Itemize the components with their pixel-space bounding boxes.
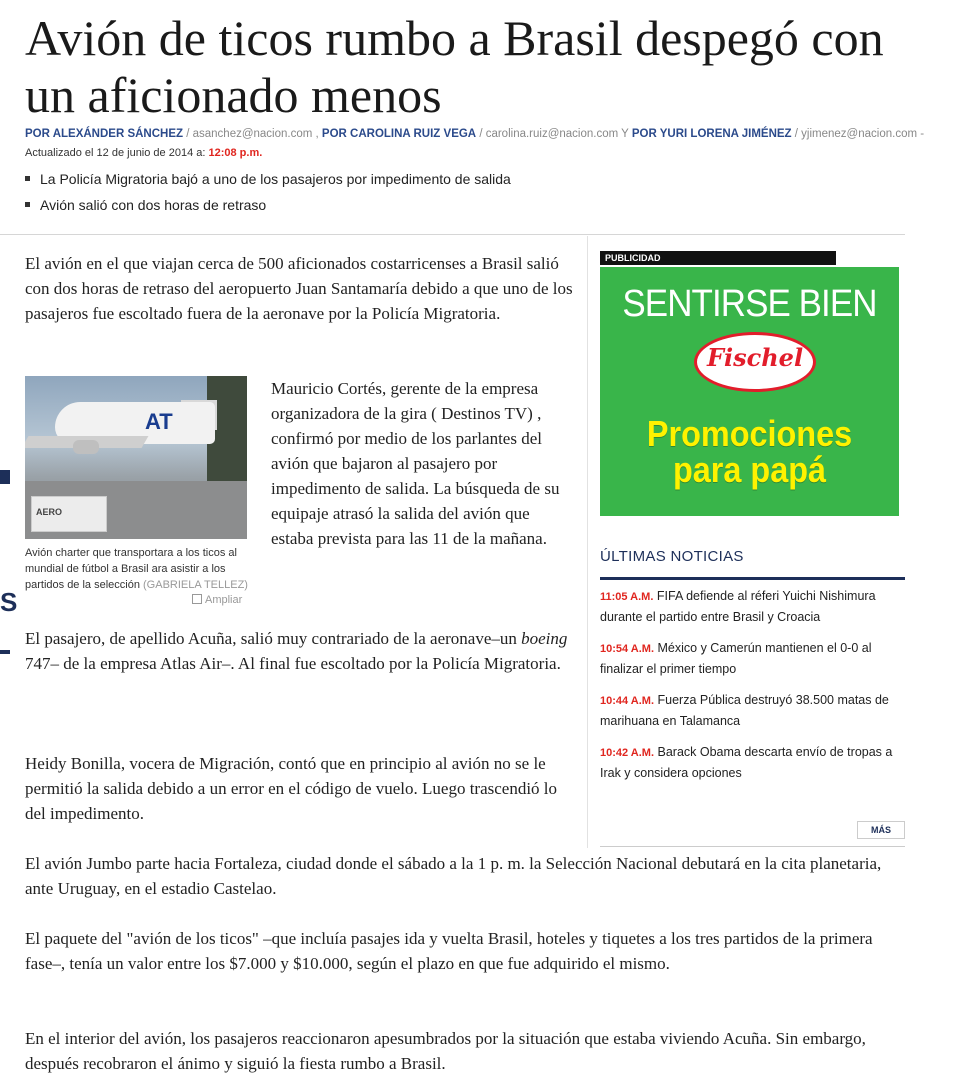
bullet-square-icon [25, 176, 30, 181]
advertisement-banner[interactable] [600, 267, 899, 516]
photo-truck [31, 496, 107, 532]
author-email[interactable]: / yjimenez@nacion.com - [791, 128, 925, 140]
article-headline: Avión de ticos rumbo a Brasil despegó con un aficionado menos [25, 10, 884, 123]
news-headline[interactable]: Barack Obama descarta envío de tropas a Irak y considera opciones [600, 745, 893, 780]
author-link[interactable]: POR ALEXÁNDER SÁNCHEZ [25, 128, 184, 140]
news-time: 10:42 A.M. [600, 747, 655, 759]
article-paragraph: En el interior del avión, los pasajeros reaccionaron apesumbrados por la situación que estaba viviendo Acuña. Sin embargo, después recobraron el ánimo y siguió la fiesta rumbo a Brasil. [25, 1029, 866, 1073]
photo-truck-text: AERO [36, 507, 63, 517]
summary-item [25, 194, 511, 220]
latest-news-bottom-rule [600, 846, 905, 847]
photo-credit: (GABRIELA TELLEZ) [143, 579, 248, 591]
news-item[interactable] [600, 742, 900, 783]
left-edge-mark [0, 470, 10, 484]
article-photo[interactable] [25, 376, 247, 539]
summary-item [25, 168, 511, 194]
ad-brand-logo: Fischel [706, 343, 804, 372]
author-link[interactable]: POR YURI LORENA JIMÉNEZ [631, 128, 792, 140]
news-time: 10:54 A.M. [600, 643, 655, 655]
news-item[interactable] [600, 586, 900, 627]
news-headline[interactable]: Fuerza Pública destruyó 38.500 matas de marihuana en Talamanca [600, 693, 889, 728]
paragraph-italic-text: boeing [521, 629, 568, 648]
updated-time: 12:08 p.m. [208, 147, 263, 159]
sidebar-divider [587, 236, 588, 848]
photo-caption [25, 545, 250, 593]
updated-label: Actualizado el 12 de junio de 2014 a: [25, 147, 209, 159]
news-headline[interactable]: México y Camerún mantienen el 0-0 al finalizar el primer tiempo [600, 641, 872, 676]
article-paragraph: El paquete del "avión de los ticos" –que incluía pasajes ida y vuelta Brasil, hoteles y tiquetes a los tres partidos de la primera fase–, tenía un valor entre los $7.000 y $10.000, según el plazo en que fue adquirido el mismo. [25, 929, 873, 973]
header-divider [0, 234, 905, 235]
summary-list [25, 168, 511, 220]
news-item[interactable] [600, 638, 900, 679]
ad-headline: SENTIRSE BIEN [622, 283, 877, 325]
more-news-button[interactable]: MÁS [857, 821, 905, 839]
news-time: 10:44 A.M. [600, 695, 655, 707]
latest-news-rule [600, 577, 905, 580]
photo-airline-logo: AT [145, 409, 173, 434]
author-email[interactable]: / asanchez@nacion.com , [183, 128, 322, 140]
ad-label: PUBLICIDAD [600, 251, 836, 265]
news-item[interactable] [600, 690, 900, 731]
author-email[interactable]: / carolina.ruiz@nacion.com Y [476, 128, 632, 140]
ad-promo-line: para papá [672, 449, 827, 490]
left-edge-mark-lower [0, 650, 10, 654]
author-link[interactable]: POR CAROLINA RUIZ VEGA [321, 128, 477, 140]
article-paragraph: El avión en el que viajan cerca de 500 aficionados costarricenses a Brasil salió con dos horas de retraso del aeropuerto Juan Santamaría debido a que uno de los pasajeros fue escoltado fuera de la aeronave por la Policía Migratoria. [25, 254, 573, 323]
latest-news-title: ÚLTIMAS NOTICIAS [600, 548, 744, 565]
paragraph-text: El pasajero, de apellido Acuña, salió muy contrariado de la aeronave–un [25, 629, 522, 648]
bullet-square-icon [25, 202, 30, 207]
ad-promo-line: Promociones [646, 413, 853, 454]
paragraph-text: 747– de la empresa Atlas Air–. Al final fue escoltado por la Policía Migratoria. [25, 654, 561, 673]
summary-text: La Policía Migratoria bajó a uno de los pasajeros por impedimento de salida [40, 171, 511, 187]
photo-engine [73, 440, 99, 454]
enlarge-label: Ampliar [205, 594, 243, 606]
news-headline[interactable]: FIFA defiende al réferi Yuichi Nishimura durante el partido entre Brasil y Croacia [600, 589, 876, 624]
updated-timestamp [25, 147, 262, 159]
byline [25, 128, 925, 140]
latest-news-list [600, 586, 900, 794]
caption-text: Avión charter que transportara a los ticos al mundial de fútbol a Brasil ara asistir a los partidos de la selección [25, 547, 237, 591]
article-paragraph: Mauricio Cortés, gerente de la empresa organizadora de la gira ( Destinos TV) , confirmó por medio de los parlantes del avión que bajaron al pasajero por impedimento de salida. La búsqueda de su equipaje atrasó la salida del avión que estaba prevista para las 11 de la mañana. [271, 379, 560, 548]
news-time: 11:05 A.M. [600, 591, 654, 603]
article-paragraph: Heidy Bonilla, vocera de Migración, contó que en principio al avión no se le permitió la salida debido a un error en el código de vuelo. Luego trascendió lo del impedimento. [25, 754, 558, 823]
enlarge-photo-link[interactable] [192, 594, 242, 606]
left-edge-letter: S [0, 587, 18, 617]
summary-text: Avión salió con dos horas de retraso [40, 197, 267, 213]
article-paragraph: El avión Jumbo parte hacia Fortaleza, ciudad donde el sábado a la 1 p. m. la Selección Nacional debutará en la cita planetaria, ante Uruguay, en el estadio Castelao. [25, 854, 882, 898]
article-paragraph [25, 626, 575, 676]
expand-icon [192, 594, 202, 604]
